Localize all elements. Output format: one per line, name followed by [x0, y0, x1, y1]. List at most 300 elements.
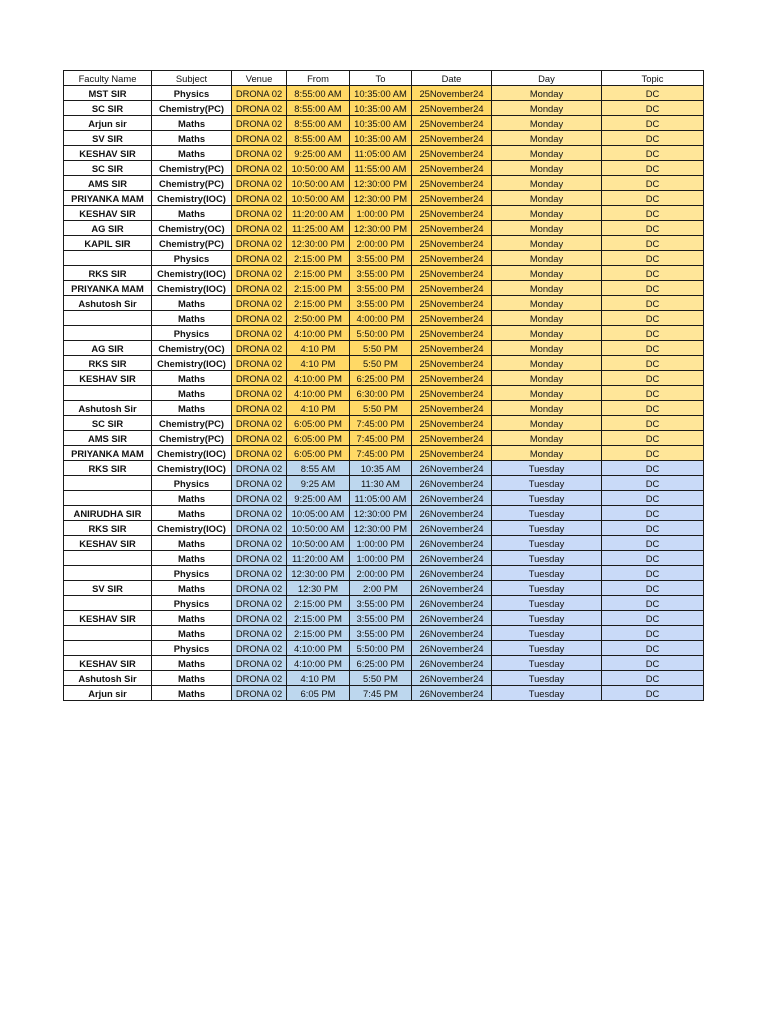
day-cell: Tuesday: [492, 566, 602, 581]
venue-cell: DRONA 02: [232, 491, 287, 506]
faculty-name-cell: AMS SIR: [64, 431, 152, 446]
topic-cell: DC: [602, 626, 704, 641]
topic-cell: DC: [602, 311, 704, 326]
subject-cell: Maths: [152, 611, 232, 626]
date-cell: 26November24: [412, 611, 492, 626]
date-cell: 26November24: [412, 551, 492, 566]
from-time-cell: 12:30:00 PM: [287, 236, 350, 251]
from-time-cell: 8:55 AM: [287, 461, 350, 476]
day-cell: Monday: [492, 416, 602, 431]
table-row: [64, 191, 704, 206]
from-time-cell: 6:05:00 PM: [287, 431, 350, 446]
date-cell: 25November24: [412, 236, 492, 251]
subject-cell: Maths: [152, 656, 232, 671]
venue-cell: DRONA 02: [232, 566, 287, 581]
to-time-cell: 10:35:00 AM: [350, 101, 412, 116]
topic-cell: DC: [602, 341, 704, 356]
venue-cell: DRONA 02: [232, 236, 287, 251]
venue-cell: DRONA 02: [232, 551, 287, 566]
topic-cell: DC: [602, 356, 704, 371]
subject-cell: Physics: [152, 566, 232, 581]
faculty-name-cell: Arjun sir: [64, 686, 152, 701]
table-row: [64, 146, 704, 161]
to-time-cell: 5:50 PM: [350, 356, 412, 371]
topic-cell: DC: [602, 551, 704, 566]
header-date: Date: [412, 71, 492, 86]
to-time-cell: 10:35:00 AM: [350, 86, 412, 101]
table-row: [64, 611, 704, 626]
table-row: [64, 326, 704, 341]
day-cell: Monday: [492, 161, 602, 176]
from-time-cell: 11:25:00 AM: [287, 221, 350, 236]
date-cell: 25November24: [412, 266, 492, 281]
topic-cell: DC: [602, 371, 704, 386]
venue-cell: DRONA 02: [232, 626, 287, 641]
faculty-name-cell: [64, 251, 152, 266]
day-cell: Tuesday: [492, 491, 602, 506]
venue-cell: DRONA 02: [232, 671, 287, 686]
subject-cell: Chemistry(IOC): [152, 521, 232, 536]
faculty-name-cell: [64, 491, 152, 506]
subject-cell: Maths: [152, 506, 232, 521]
topic-cell: DC: [602, 521, 704, 536]
day-cell: Monday: [492, 281, 602, 296]
table-row: [64, 131, 704, 146]
faculty-name-cell: SC SIR: [64, 416, 152, 431]
venue-cell: DRONA 02: [232, 116, 287, 131]
from-time-cell: 2:15:00 PM: [287, 296, 350, 311]
subject-cell: Chemistry(OC): [152, 221, 232, 236]
subject-cell: Maths: [152, 626, 232, 641]
topic-cell: DC: [602, 221, 704, 236]
subject-cell: Maths: [152, 116, 232, 131]
table-row: [64, 101, 704, 116]
subject-cell: Physics: [152, 641, 232, 656]
table-row: [64, 296, 704, 311]
venue-cell: DRONA 02: [232, 446, 287, 461]
to-time-cell: 2:00:00 PM: [350, 236, 412, 251]
faculty-name-cell: RKS SIR: [64, 461, 152, 476]
topic-cell: DC: [602, 326, 704, 341]
day-cell: Tuesday: [492, 536, 602, 551]
topic-cell: DC: [602, 581, 704, 596]
date-cell: 26November24: [412, 521, 492, 536]
topic-cell: DC: [602, 206, 704, 221]
faculty-name-cell: KESHAV SIR: [64, 146, 152, 161]
faculty-name-cell: KESHAV SIR: [64, 371, 152, 386]
table-row: [64, 626, 704, 641]
subject-cell: Chemistry(PC): [152, 161, 232, 176]
to-time-cell: 5:50 PM: [350, 671, 412, 686]
venue-cell: DRONA 02: [232, 371, 287, 386]
day-cell: Monday: [492, 221, 602, 236]
day-cell: Tuesday: [492, 641, 602, 656]
date-cell: 26November24: [412, 671, 492, 686]
day-cell: Monday: [492, 356, 602, 371]
faculty-name-cell: [64, 596, 152, 611]
topic-cell: DC: [602, 686, 704, 701]
table-row: [64, 281, 704, 296]
topic-cell: DC: [602, 476, 704, 491]
day-cell: Monday: [492, 206, 602, 221]
faculty-name-cell: KESHAV SIR: [64, 656, 152, 671]
day-cell: Monday: [492, 311, 602, 326]
to-time-cell: 5:50 PM: [350, 341, 412, 356]
date-cell: 26November24: [412, 596, 492, 611]
day-cell: Monday: [492, 236, 602, 251]
topic-cell: DC: [602, 161, 704, 176]
to-time-cell: 6:25:00 PM: [350, 656, 412, 671]
date-cell: 25November24: [412, 131, 492, 146]
to-time-cell: 5:50:00 PM: [350, 326, 412, 341]
table-row: [64, 311, 704, 326]
faculty-name-cell: Arjun sir: [64, 116, 152, 131]
table-row: [64, 656, 704, 671]
from-time-cell: 6:05 PM: [287, 686, 350, 701]
topic-cell: DC: [602, 176, 704, 191]
day-cell: Monday: [492, 191, 602, 206]
date-cell: 26November24: [412, 491, 492, 506]
date-cell: 25November24: [412, 191, 492, 206]
from-time-cell: 2:15:00 PM: [287, 281, 350, 296]
to-time-cell: 2:00:00 PM: [350, 566, 412, 581]
date-cell: 26November24: [412, 566, 492, 581]
from-time-cell: 8:55:00 AM: [287, 101, 350, 116]
day-cell: Monday: [492, 101, 602, 116]
from-time-cell: 2:15:00 PM: [287, 626, 350, 641]
from-time-cell: 4:10 PM: [287, 401, 350, 416]
table-row: [64, 671, 704, 686]
date-cell: 25November24: [412, 146, 492, 161]
from-time-cell: 4:10:00 PM: [287, 641, 350, 656]
from-time-cell: 10:50:00 AM: [287, 191, 350, 206]
faculty-name-cell: SC SIR: [64, 161, 152, 176]
from-time-cell: 9:25:00 AM: [287, 146, 350, 161]
date-cell: 25November24: [412, 161, 492, 176]
faculty-name-cell: KESHAV SIR: [64, 611, 152, 626]
faculty-name-cell: Ashutosh Sir: [64, 671, 152, 686]
topic-cell: DC: [602, 296, 704, 311]
subject-cell: Chemistry(PC): [152, 101, 232, 116]
venue-cell: DRONA 02: [232, 536, 287, 551]
from-time-cell: 12:30 PM: [287, 581, 350, 596]
faculty-name-cell: [64, 386, 152, 401]
table-row: [64, 641, 704, 656]
topic-cell: DC: [602, 536, 704, 551]
day-cell: Tuesday: [492, 461, 602, 476]
topic-cell: DC: [602, 461, 704, 476]
header-to: To: [350, 71, 412, 86]
faculty-name-cell: RKS SIR: [64, 356, 152, 371]
table-row: [64, 401, 704, 416]
venue-cell: DRONA 02: [232, 641, 287, 656]
date-cell: 26November24: [412, 581, 492, 596]
topic-cell: DC: [602, 116, 704, 131]
day-cell: Monday: [492, 266, 602, 281]
from-time-cell: 4:10:00 PM: [287, 326, 350, 341]
table-row: [64, 506, 704, 521]
faculty-name-cell: [64, 551, 152, 566]
day-cell: Monday: [492, 116, 602, 131]
topic-cell: DC: [602, 86, 704, 101]
date-cell: 26November24: [412, 686, 492, 701]
date-cell: 25November24: [412, 371, 492, 386]
day-cell: Monday: [492, 386, 602, 401]
venue-cell: DRONA 02: [232, 656, 287, 671]
subject-cell: Maths: [152, 311, 232, 326]
from-time-cell: 9:25:00 AM: [287, 491, 350, 506]
date-cell: 25November24: [412, 416, 492, 431]
subject-cell: Maths: [152, 551, 232, 566]
to-time-cell: 3:55:00 PM: [350, 596, 412, 611]
topic-cell: DC: [602, 671, 704, 686]
venue-cell: DRONA 02: [232, 476, 287, 491]
date-cell: 25November24: [412, 341, 492, 356]
venue-cell: DRONA 02: [232, 191, 287, 206]
table-row: [64, 581, 704, 596]
from-time-cell: 2:15:00 PM: [287, 611, 350, 626]
venue-cell: DRONA 02: [232, 686, 287, 701]
to-time-cell: 6:25:00 PM: [350, 371, 412, 386]
subject-cell: Maths: [152, 146, 232, 161]
from-time-cell: 12:30:00 PM: [287, 566, 350, 581]
table-row: [64, 206, 704, 221]
to-time-cell: 11:05:00 AM: [350, 491, 412, 506]
table-row: [64, 416, 704, 431]
from-time-cell: 10:05:00 AM: [287, 506, 350, 521]
venue-cell: DRONA 02: [232, 281, 287, 296]
date-cell: 25November24: [412, 251, 492, 266]
venue-cell: DRONA 02: [232, 101, 287, 116]
venue-cell: DRONA 02: [232, 86, 287, 101]
subject-cell: Chemistry(IOC): [152, 446, 232, 461]
day-cell: Tuesday: [492, 671, 602, 686]
topic-cell: DC: [602, 101, 704, 116]
faculty-name-cell: [64, 626, 152, 641]
topic-cell: DC: [602, 236, 704, 251]
faculty-name-cell: AMS SIR: [64, 176, 152, 191]
faculty-name-cell: KESHAV SIR: [64, 206, 152, 221]
day-cell: Tuesday: [492, 611, 602, 626]
date-cell: 26November24: [412, 626, 492, 641]
subject-cell: Maths: [152, 491, 232, 506]
table-row: [64, 86, 704, 101]
faculty-name-cell: SV SIR: [64, 131, 152, 146]
day-cell: Tuesday: [492, 596, 602, 611]
to-time-cell: 7:45:00 PM: [350, 446, 412, 461]
venue-cell: DRONA 02: [232, 431, 287, 446]
to-time-cell: 12:30:00 PM: [350, 221, 412, 236]
table-row: [64, 176, 704, 191]
faculty-name-cell: [64, 641, 152, 656]
table-row: [64, 686, 704, 701]
topic-cell: DC: [602, 491, 704, 506]
table-row: [64, 536, 704, 551]
to-time-cell: 12:30:00 PM: [350, 506, 412, 521]
from-time-cell: 4:10 PM: [287, 356, 350, 371]
topic-cell: DC: [602, 191, 704, 206]
subject-cell: Physics: [152, 476, 232, 491]
to-time-cell: 11:05:00 AM: [350, 146, 412, 161]
venue-cell: DRONA 02: [232, 146, 287, 161]
to-time-cell: 11:30 AM: [350, 476, 412, 491]
day-cell: Tuesday: [492, 476, 602, 491]
from-time-cell: 10:50:00 AM: [287, 176, 350, 191]
faculty-name-cell: SC SIR: [64, 101, 152, 116]
header-topic: Topic: [602, 71, 704, 86]
venue-cell: DRONA 02: [232, 356, 287, 371]
from-time-cell: 4:10 PM: [287, 671, 350, 686]
to-time-cell: 3:55:00 PM: [350, 296, 412, 311]
header-day: Day: [492, 71, 602, 86]
venue-cell: DRONA 02: [232, 461, 287, 476]
to-time-cell: 7:45:00 PM: [350, 416, 412, 431]
venue-cell: DRONA 02: [232, 311, 287, 326]
venue-cell: DRONA 02: [232, 341, 287, 356]
topic-cell: DC: [602, 416, 704, 431]
header-venue: Venue: [232, 71, 287, 86]
venue-cell: DRONA 02: [232, 581, 287, 596]
venue-cell: DRONA 02: [232, 161, 287, 176]
day-cell: Tuesday: [492, 551, 602, 566]
header-row: [64, 71, 704, 86]
to-time-cell: 7:45:00 PM: [350, 431, 412, 446]
to-time-cell: 10:35 AM: [350, 461, 412, 476]
table-row: [64, 221, 704, 236]
subject-cell: Maths: [152, 686, 232, 701]
venue-cell: DRONA 02: [232, 251, 287, 266]
faculty-name-cell: Ashutosh Sir: [64, 401, 152, 416]
faculty-name-cell: KAPIL SIR: [64, 236, 152, 251]
table-row: [64, 341, 704, 356]
day-cell: Tuesday: [492, 581, 602, 596]
date-cell: 25November24: [412, 326, 492, 341]
subject-cell: Chemistry(IOC): [152, 281, 232, 296]
faculty-name-cell: SV SIR: [64, 581, 152, 596]
subject-cell: Maths: [152, 671, 232, 686]
day-cell: Monday: [492, 296, 602, 311]
date-cell: 25November24: [412, 356, 492, 371]
topic-cell: DC: [602, 611, 704, 626]
from-time-cell: 4:10:00 PM: [287, 371, 350, 386]
day-cell: Tuesday: [492, 506, 602, 521]
venue-cell: DRONA 02: [232, 176, 287, 191]
faculty-name-cell: PRIYANKA MAM: [64, 446, 152, 461]
day-cell: Monday: [492, 371, 602, 386]
subject-cell: Maths: [152, 401, 232, 416]
to-time-cell: 3:55:00 PM: [350, 611, 412, 626]
day-cell: Monday: [492, 176, 602, 191]
date-cell: 26November24: [412, 476, 492, 491]
topic-cell: DC: [602, 401, 704, 416]
day-cell: Monday: [492, 86, 602, 101]
subject-cell: Chemistry(IOC): [152, 356, 232, 371]
subject-cell: Maths: [152, 536, 232, 551]
to-time-cell: 1:00:00 PM: [350, 551, 412, 566]
faculty-name-cell: RKS SIR: [64, 266, 152, 281]
to-time-cell: 6:30:00 PM: [350, 386, 412, 401]
topic-cell: DC: [602, 266, 704, 281]
subject-cell: Maths: [152, 131, 232, 146]
to-time-cell: 4:00:00 PM: [350, 311, 412, 326]
topic-cell: DC: [602, 641, 704, 656]
table-row: [64, 356, 704, 371]
to-time-cell: 5:50:00 PM: [350, 641, 412, 656]
to-time-cell: 12:30:00 PM: [350, 176, 412, 191]
table-row: [64, 431, 704, 446]
faculty-name-cell: [64, 566, 152, 581]
subject-cell: Chemistry(PC): [152, 431, 232, 446]
to-time-cell: 10:35:00 AM: [350, 116, 412, 131]
venue-cell: DRONA 02: [232, 221, 287, 236]
from-time-cell: 11:20:00 AM: [287, 206, 350, 221]
date-cell: 26November24: [412, 641, 492, 656]
table-row: [64, 251, 704, 266]
subject-cell: Physics: [152, 251, 232, 266]
from-time-cell: 10:50:00 AM: [287, 536, 350, 551]
schedule-body: [64, 86, 704, 701]
venue-cell: DRONA 02: [232, 326, 287, 341]
to-time-cell: 11:55:00 AM: [350, 161, 412, 176]
topic-cell: DC: [602, 281, 704, 296]
venue-cell: DRONA 02: [232, 506, 287, 521]
venue-cell: DRONA 02: [232, 206, 287, 221]
date-cell: 26November24: [412, 536, 492, 551]
date-cell: 25November24: [412, 311, 492, 326]
to-time-cell: 3:55:00 PM: [350, 251, 412, 266]
topic-cell: DC: [602, 386, 704, 401]
day-cell: Monday: [492, 131, 602, 146]
from-time-cell: 6:05:00 PM: [287, 446, 350, 461]
venue-cell: DRONA 02: [232, 296, 287, 311]
subject-cell: Chemistry(IOC): [152, 461, 232, 476]
from-time-cell: 2:15:00 PM: [287, 251, 350, 266]
day-cell: Monday: [492, 401, 602, 416]
day-cell: Monday: [492, 326, 602, 341]
to-time-cell: 12:30:00 PM: [350, 191, 412, 206]
date-cell: 25November24: [412, 206, 492, 221]
day-cell: Tuesday: [492, 626, 602, 641]
faculty-name-cell: AG SIR: [64, 341, 152, 356]
venue-cell: DRONA 02: [232, 416, 287, 431]
date-cell: 26November24: [412, 461, 492, 476]
topic-cell: DC: [602, 131, 704, 146]
day-cell: Monday: [492, 341, 602, 356]
faculty-name-cell: AG SIR: [64, 221, 152, 236]
day-cell: Monday: [492, 446, 602, 461]
from-time-cell: 2:15:00 PM: [287, 596, 350, 611]
faculty-name-cell: PRIYANKA MAM: [64, 191, 152, 206]
venue-cell: DRONA 02: [232, 386, 287, 401]
table-row: [64, 386, 704, 401]
schedule-table: [63, 70, 704, 701]
topic-cell: DC: [602, 431, 704, 446]
to-time-cell: 7:45 PM: [350, 686, 412, 701]
to-time-cell: 3:55:00 PM: [350, 281, 412, 296]
venue-cell: DRONA 02: [232, 266, 287, 281]
table-row: [64, 521, 704, 536]
day-cell: Tuesday: [492, 656, 602, 671]
topic-cell: DC: [602, 656, 704, 671]
from-time-cell: 8:55:00 AM: [287, 86, 350, 101]
subject-cell: Chemistry(PC): [152, 236, 232, 251]
date-cell: 25November24: [412, 116, 492, 131]
topic-cell: DC: [602, 446, 704, 461]
topic-cell: DC: [602, 596, 704, 611]
subject-cell: Chemistry(IOC): [152, 266, 232, 281]
from-time-cell: 4:10:00 PM: [287, 656, 350, 671]
subject-cell: Maths: [152, 296, 232, 311]
